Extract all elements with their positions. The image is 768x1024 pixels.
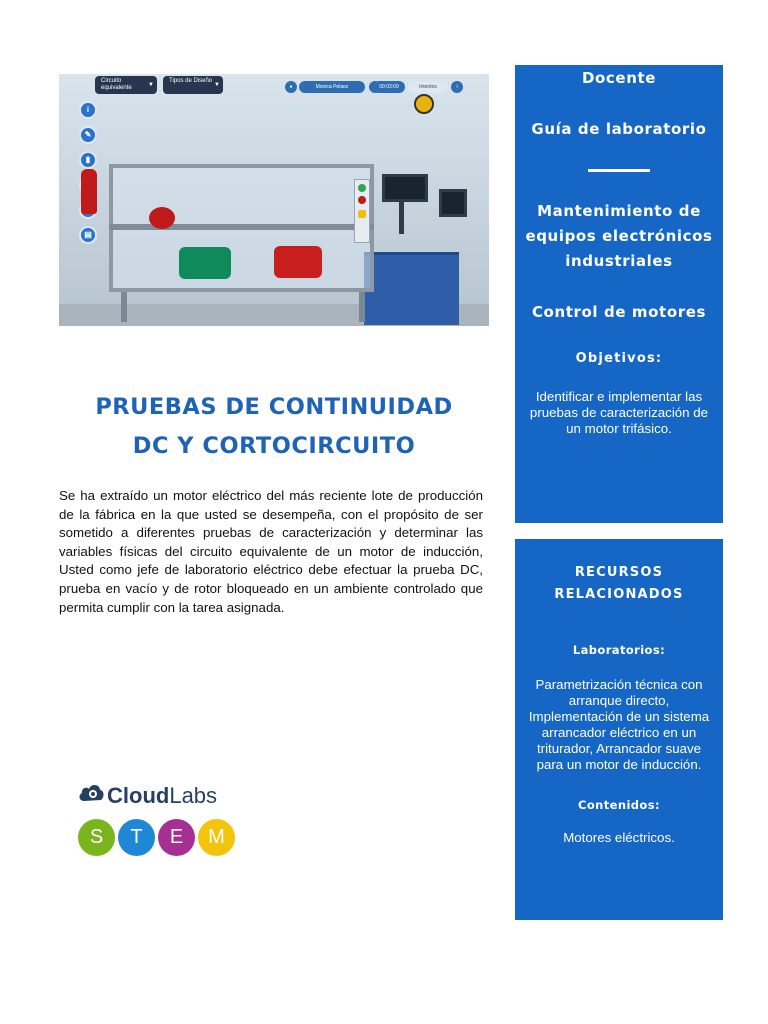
calculator-tool-icon[interactable]: ▤ (79, 226, 97, 244)
start-button[interactable] (358, 184, 366, 192)
stop-button[interactable] (358, 196, 366, 204)
page-title (59, 388, 489, 466)
attempts-label: Intentos (408, 81, 448, 93)
control-panel[interactable] (354, 179, 370, 243)
cloud-logo-icon (77, 780, 105, 804)
title-line-2: DC Y CORTOCIRCUITO (132, 433, 416, 459)
bench-leg (121, 292, 127, 322)
objectives-text: Identificar e implementar las pruebas de caracterización de un motor trifásico. (529, 389, 709, 436)
fire-extinguisher (81, 169, 97, 214)
monitor-display (382, 174, 428, 202)
info-tool-icon[interactable]: i (79, 101, 97, 119)
stem-letter-e: E (158, 819, 195, 856)
docente-heading: Docente (581, 69, 657, 87)
topic-heading: Control de motores (531, 303, 707, 321)
logo-brand-bold: Cloud (107, 783, 170, 808)
contents-heading: Contenidos: (578, 798, 660, 812)
selector-switch[interactable] (358, 210, 366, 218)
circuit-dropdown[interactable] (95, 76, 157, 94)
contents-text: Motores eléctricos. (563, 830, 675, 845)
cloudlabs-stem-logo (76, 776, 276, 862)
monitor-stand (399, 199, 404, 234)
resources-heading-2: RELACIONADOS (554, 587, 684, 602)
stem-letter-s: S (78, 819, 115, 856)
lab-screenshot (59, 74, 489, 326)
red-coupling (149, 207, 175, 229)
logo-brand-light: Labs (169, 783, 218, 808)
stem-letter-m: M (198, 819, 235, 856)
course-info-box (515, 65, 723, 523)
bench-side-cabinet (364, 252, 459, 325)
green-motor[interactable] (179, 247, 231, 279)
course-name: Mantenimiento de equipos electrónicos industriales (525, 202, 713, 270)
design-type-dropdown[interactable] (163, 76, 223, 94)
emergency-button[interactable] (414, 94, 434, 114)
labs-heading: Laboratorios: (572, 643, 666, 657)
design-type-dropdown-label: Tipos de Diseño (169, 78, 213, 84)
red-motor[interactable] (274, 246, 322, 278)
circuit-dropdown-label: Circuito equivalente (101, 78, 132, 91)
secondary-display (439, 189, 467, 217)
intro-paragraph: Se ha extraído un motor eléctrico del más reciente lote de producción de la fábrica en la que usted se desempeña, con el propósito de ser sometido a diferentes pruebas de caracterización y determinar las variables físicas del circuito equivalente de un motor de inducción, Usted como jefe de laboratorio eléctrico debe efectuar la prueba DC, prueba en vacío y de rotor bloqueado en un ambiente controlado que permita cumplir con la tarea asignada. (59, 488, 483, 615)
info-button[interactable]: i (451, 81, 463, 93)
lab-guide-heading: Guía de laboratorio (531, 120, 707, 138)
resources-heading-1: RECURSOS (574, 565, 664, 580)
stem-letter-t: T (118, 819, 155, 856)
chevron-down-icon: ▼ (214, 82, 220, 88)
related-resources-box (515, 539, 723, 920)
bench-leg (359, 292, 365, 322)
objectives-heading: Objetivos: (575, 351, 663, 366)
chevron-down-icon: ▼ (148, 82, 154, 88)
user-icon: ● (285, 81, 297, 93)
user-name-badge: Monica Pelaez (299, 81, 365, 93)
timer-display: 00:03:09 (373, 81, 405, 93)
bench-shelf (109, 224, 374, 230)
title-line-1: PRUEBAS DE CONTINUIDAD (95, 394, 453, 420)
divider (588, 169, 650, 172)
labs-text: Parametrización técnica con arranque directo, Implementación de un sistema arrancador eléctrico en un triturador, Arrancador suave para un motor de inducción. (528, 677, 710, 772)
logo-wordmark (107, 783, 217, 809)
battery-tool-icon[interactable]: ▮ (79, 151, 97, 169)
edit-tool-icon[interactable]: ✎ (79, 126, 97, 144)
